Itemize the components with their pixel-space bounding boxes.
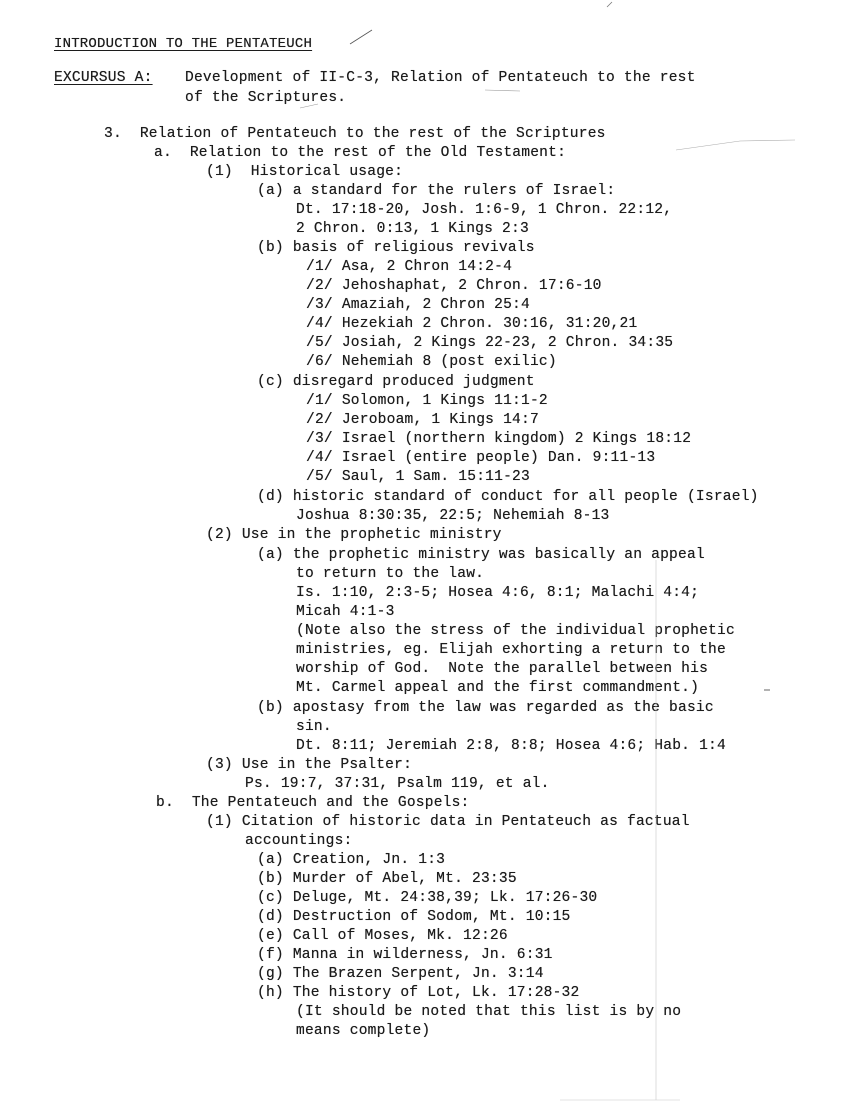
- outline-subitem: (a) Creation, Jn. 1:3: [257, 852, 446, 868]
- outline-item: (a) the prophetic ministry was basically an appeal: [257, 547, 705, 563]
- scripture-references: 2 Chron. 0:13, 1 Kings 2:3: [296, 221, 529, 237]
- outline-item: (3) Use in the Psalter:: [206, 757, 413, 773]
- paragraph-line: means complete): [296, 1023, 431, 1039]
- outline-subitem: /4/ Hezekiah 2 Chron. 30:16, 31:20,21: [306, 316, 638, 332]
- outline-subitem: /4/ Israel (entire people) Dan. 9:11-13: [306, 450, 656, 466]
- paragraph-line: (It should be noted that this list is by no: [296, 1004, 682, 1020]
- paragraph-line: to return to the law.: [296, 566, 485, 582]
- outline-subitem: /3/ Amaziah, 2 Chron 25:4: [306, 297, 530, 313]
- scripture-references: Micah 4:1-3: [296, 604, 395, 620]
- page-title: INTRODUCTION TO THE PENTATEUCH: [54, 36, 313, 52]
- outline-subitem: /6/ Nehemiah 8 (post exilic): [306, 354, 557, 370]
- outline-item: (1) Historical usage:: [206, 164, 404, 180]
- paragraph-line: accountings:: [245, 833, 353, 849]
- outline-item: (c) disregard produced judgment: [257, 374, 535, 390]
- outline-subitem: /3/ Israel (northern kingdom) 2 Kings 18:12: [306, 431, 692, 447]
- excursus-label: EXCURSUS A:: [54, 70, 153, 86]
- scripture-references: Dt. 8:11; Jeremiah 2:8, 8:8; Hosea 4:6; Hab. 1:4: [296, 738, 726, 754]
- outline-subitem: /5/ Saul, 1 Sam. 15:11-23: [306, 469, 530, 485]
- paragraph-line: worship of God. Note the parallel between his: [296, 661, 709, 677]
- outline-item: (a) a standard for the rulers of Israel:: [257, 183, 616, 199]
- outline-subitem: (c) Deluge, Mt. 24:38,39; Lk. 17:26-30: [257, 890, 598, 906]
- outline-subitem: /5/ Josiah, 2 Kings 22-23, 2 Chron. 34:35: [306, 335, 674, 351]
- outline-subitem: /2/ Jehoshaphat, 2 Chron. 17:6-10: [306, 278, 602, 294]
- outline-subitem: (e) Call of Moses, Mk. 12:26: [257, 928, 508, 944]
- outline-subitem: (g) The Brazen Serpent, Jn. 3:14: [257, 966, 544, 982]
- scripture-references: Is. 1:10, 2:3-5; Hosea 4:6, 8:1; Malachi 4:4;: [296, 585, 700, 601]
- outline-subitem: (h) The history of Lot, Lk. 17:28-32: [257, 985, 580, 1001]
- scripture-references: Joshua 8:30:35, 22:5; Nehemiah 8-13: [296, 508, 610, 524]
- outline-subitem: /1/ Asa, 2 Chron 14:2-4: [306, 259, 513, 275]
- paragraph-line: Mt. Carmel appeal and the first commandment.): [296, 680, 700, 696]
- outline-item: (2) Use in the prophetic ministry: [206, 527, 502, 543]
- excursus-heading-line-2: of the Scriptures.: [185, 90, 347, 106]
- outline-item: (b) basis of religious revivals: [257, 240, 535, 256]
- section-heading-3: 3. Relation of Pentateuch to the rest of the Scriptures: [104, 126, 606, 142]
- paragraph-line: sin.: [296, 719, 332, 735]
- outline-subitem: (b) Murder of Abel, Mt. 23:35: [257, 871, 517, 887]
- outline-subitem: (f) Manna in wilderness, Jn. 6:31: [257, 947, 553, 963]
- scripture-references: Ps. 19:7, 37:31, Psalm 119, et al.: [245, 776, 550, 792]
- subsection-heading-b: b. The Pentateuch and the Gospels:: [156, 795, 470, 811]
- outline-subitem: (d) Destruction of Sodom, Mt. 10:15: [257, 909, 571, 925]
- outline-subitem: /1/ Solomon, 1 Kings 11:1-2: [306, 393, 548, 409]
- excursus-heading-line-1: Development of II-C-3, Relation of Pentateuch to the rest: [185, 70, 696, 86]
- outline-item: (d) historic standard of conduct for all people (Israel): [257, 489, 759, 505]
- scripture-references: Dt. 17:18-20, Josh. 1:6-9, 1 Chron. 22:12,: [296, 202, 673, 218]
- outline-item: (b) apostasy from the law was regarded as the basic: [257, 700, 714, 716]
- paragraph-line: (Note also the stress of the individual prophetic: [296, 623, 735, 639]
- subsection-heading-a: a. Relation to the rest of the Old Testament:: [154, 145, 567, 161]
- outline-item: (1) Citation of historic data in Pentateuch as factual: [206, 814, 690, 830]
- paragraph-line: ministries, eg. Elijah exhorting a return to the: [296, 642, 726, 658]
- outline-subitem: /2/ Jeroboam, 1 Kings 14:7: [306, 412, 539, 428]
